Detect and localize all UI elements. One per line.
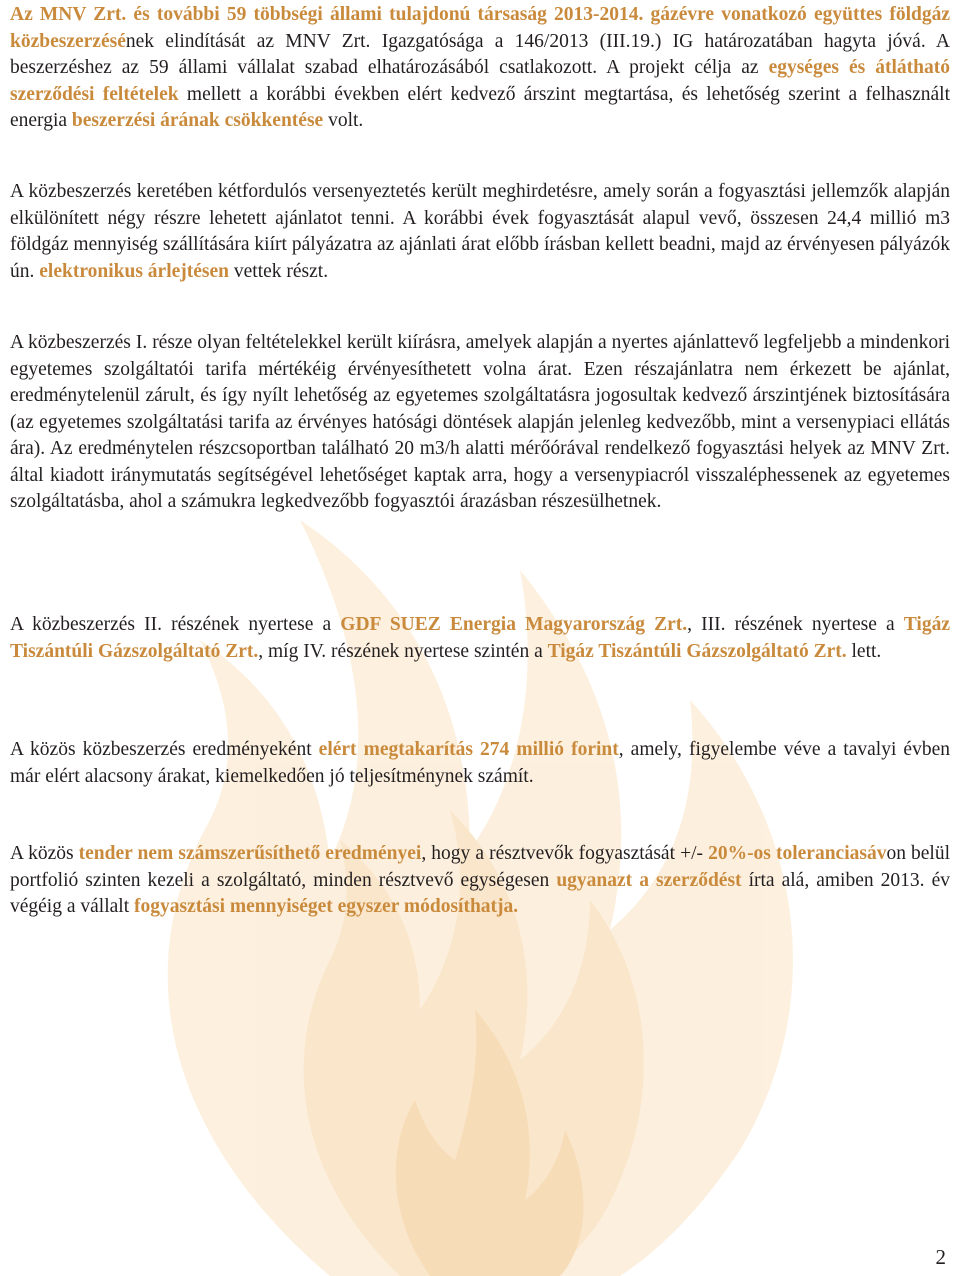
text-segment: A közös közbeszerzés eredményeként bbox=[10, 739, 319, 760]
text-segment: volt. bbox=[323, 110, 364, 131]
text-segment: A közös bbox=[10, 843, 79, 864]
text-segment: , amely, figyelembe véve a tavalyi évben már elért alacsony árakat, kiemelkedően jó teljesítménynek számít. bbox=[10, 739, 950, 787]
text-segment: lett. bbox=[846, 640, 882, 662]
highlighted-text: elektronikus árlejtésen bbox=[39, 260, 229, 282]
highlighted-text: Tigáz Tiszántúli Gázszolgáltató Zrt. bbox=[10, 614, 951, 662]
text-segment: nek elindítását az MNV Zrt. Igazgatósága a 146/2013 (III.19.) IG határozatában hagyta jóvá. A beszerzéshez az 59 állami vállalat szabad elhatározásából csatlakozott. A projekt célja az bbox=[10, 30, 950, 78]
highlighted-text: tender nem számszerűsíthető eredményei bbox=[78, 843, 422, 864]
highlighted-text: GDF SUEZ Energia Magyarország Zrt. bbox=[340, 614, 688, 635]
highlighted-text: beszerzési árának csökkentése bbox=[71, 110, 324, 131]
highlighted-text: ugyanazt a szerződést bbox=[556, 869, 742, 891]
page-number: 2 bbox=[935, 1245, 946, 1269]
paragraph-part-one bbox=[10, 330, 950, 516]
text-segment: , hogy a résztvevők fogyasztását +/- bbox=[421, 843, 709, 864]
paragraph-intro bbox=[10, 2, 950, 135]
highlighted-text: fogyasztási mennyiséget egyszer módosíthatja. bbox=[134, 896, 519, 917]
text-segment: , míg IV. részének nyertese szintén a bbox=[258, 640, 548, 662]
text-segment: A közbeszerzés I. része olyan feltételekkel került kiírásra, amelyek alapján a nyertes ajánlattevő legfeljebb a mindenkori egyetemes szolgáltatói tarifa mértékéig érvényesíthetett volna árat. Ezen részajánlatra nem érkezett be ajánlat, eredménytelenül zárult, és így nyílt lehetőség az egyetemes szolgáltatásra jogosultak kedvező árszintjének biztosítására (az egyetemes szolgáltatási tarifa az érvényes hatósági döntések alapján jelenleg kedvezőbb, mint a versenypiaci ellátás ára). Az eredménytelen részcsoportban található 20 m3/h alatti mérőórával rendelkező fogyasztási helyek az MNV Zrt. által kiadott iránymutatás segítségével lehetőséget kaptak arra, hogy a versenypiacról visszaléphessenek az egyetemes szolgáltatásba, ahol a számukra legkedvezőbb fogyasztói árazásban részesülhetnek. bbox=[10, 332, 950, 512]
highlighted-text: elért megtakarítás 274 millió forint bbox=[318, 739, 619, 760]
paragraph-procedure bbox=[10, 179, 950, 285]
highlighted-text: 20%-os toleranciasáv bbox=[708, 843, 887, 864]
text-segment: A közbeszerzés keretében kétfordulós versenyeztetés került meghirdetésre, amely során a fogyasztási jellemzők alapján elkülönített négy részre lehetett ajánlatot tenni. A korábbi évek fogyasztását alapul vevő, összesen 24,4 millió m3 földgáz mennyiség szállítására kiírt pályázatra az ajánlati árat előbb írásban kellett beadni, majd az érvényesen pályázók ún. bbox=[10, 181, 950, 282]
paragraph-tender-results bbox=[10, 841, 950, 921]
text-segment: A közbeszerzés II. részének nyertese a bbox=[10, 614, 341, 635]
text-segment: on belül portfolió szinten kezeli a szolgáltató, minden résztvevő egységesen bbox=[10, 843, 951, 891]
highlighted-text: Az MNV Zrt. és további 59 többségi állami tulajdonú társaság 2013-2014. gázévre vonatkozó együttes földgáz közbeszerzésé bbox=[10, 4, 950, 52]
paragraph-winners bbox=[10, 612, 950, 665]
text-segment: írta alá, amiben 2013. év végéig a vállalt bbox=[10, 869, 950, 917]
paragraph-savings bbox=[10, 737, 950, 790]
text-segment: vettek részt. bbox=[229, 260, 329, 282]
text-segment: , III. részének nyertese a bbox=[687, 614, 904, 635]
text-segment: mellett a korábbi években elért kedvező árszint megtartása, és lehetőség szerint a felhasznált energia bbox=[10, 83, 950, 131]
highlighted-text: egységes és átlátható szerződési feltételek bbox=[10, 57, 950, 105]
highlighted-text: Tigáz Tiszántúli Gázszolgáltató Zrt. bbox=[547, 640, 847, 662]
